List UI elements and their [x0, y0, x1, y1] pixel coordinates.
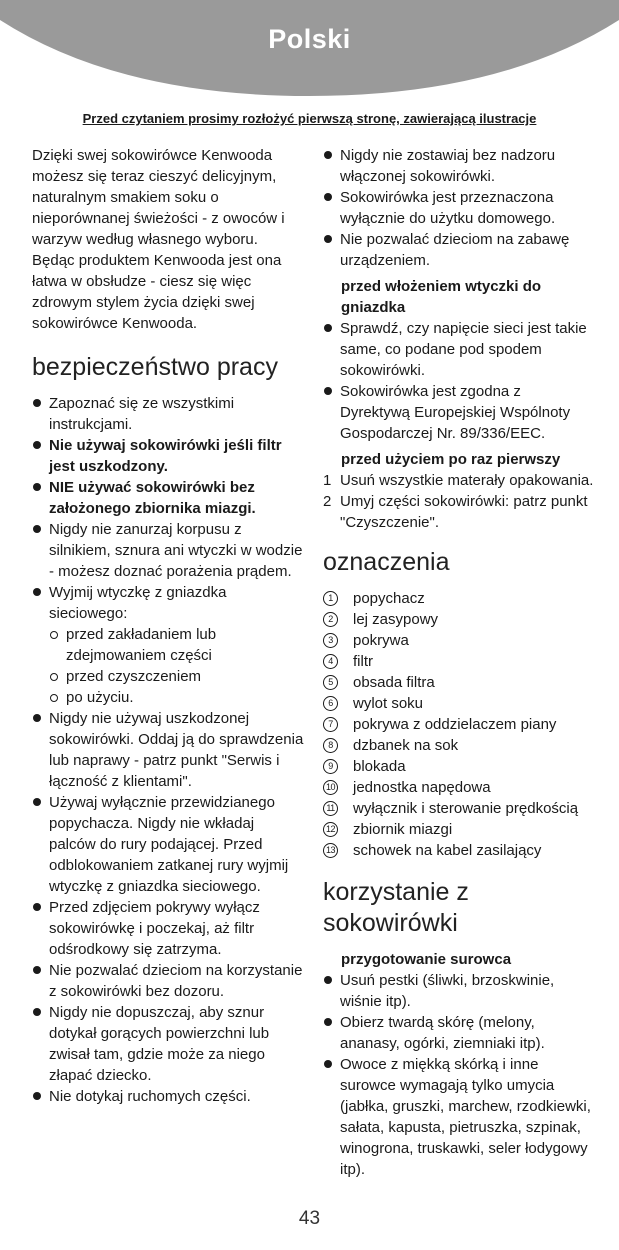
legend-number: 2 — [323, 612, 338, 627]
legend-label: pokrywa z oddzielaczem piany — [353, 716, 557, 733]
safety-list-continued — [323, 145, 595, 271]
legend-label: blokada — [353, 758, 406, 775]
before-plug-list — [323, 318, 595, 444]
step-number: 2 — [323, 493, 332, 510]
safety-item: Nie pozwalać dzieciom na zabawę urządzeniem. — [323, 229, 595, 271]
legend-list — [323, 588, 595, 861]
safety-item: Nigdy nie dopuszczaj, aby sznur dotykał gorących powierzchni lub zwisał tam, gdzie może za niego złapać dziecko. — [32, 1002, 304, 1086]
prep-heading: przygotowanie surowca — [341, 951, 512, 968]
legend-number: 3 — [323, 633, 338, 648]
illustration-notice: Przed czytaniem prosimy rozłożyć pierwszą stronę, zawierającą ilustracje — [82, 111, 537, 126]
legend-item — [323, 630, 595, 651]
first-use-step — [323, 470, 595, 491]
legend-label: obsada filtra — [353, 674, 435, 691]
unplug-subitem: przed zakładaniem lub zdejmowaniem części — [49, 624, 304, 666]
safety-item: Nie dotykaj ruchomych części. — [32, 1086, 304, 1107]
legend-item — [323, 840, 595, 861]
step-text: Umyj części sokowirówki: patrz punkt "Czyszczenie". — [340, 493, 588, 531]
first-use-step — [323, 491, 595, 533]
legend-label: dzbanek na sok — [353, 737, 459, 754]
header-band — [0, 0, 619, 110]
safety-item: Zapoznać się ze wszystkimi instrukcjami. — [32, 393, 304, 435]
legend-number: 9 — [323, 759, 338, 774]
legend-item — [323, 609, 595, 630]
first-use-steps — [323, 470, 595, 533]
right-column — [323, 145, 595, 1180]
legend-number: 10 — [323, 780, 338, 795]
safety-item-unplug-label: Wyjmij wtyczkę z gniazdka sieciowego: — [49, 584, 227, 622]
legend-item — [323, 588, 595, 609]
legend-label: wyłącznik i sterowanie prędkością — [353, 800, 579, 817]
page-number: 43 — [298, 1208, 321, 1229]
safety-item: Przed zdjęciem pokrywy wyłącz sokowirówkę i poczekaj, aż filtr odśrodkowy się zatrzyma. — [32, 897, 304, 960]
legend-item — [323, 672, 595, 693]
safety-item-unplug — [32, 582, 304, 708]
legend-item — [323, 693, 595, 714]
legend-item — [323, 798, 595, 819]
unplug-sublist — [49, 624, 304, 708]
legend-number: 4 — [323, 654, 338, 669]
page-title: Polski — [268, 24, 351, 54]
left-column — [32, 145, 304, 1107]
unplug-subitem: przed czyszczeniem — [49, 666, 304, 687]
safety-item: NIE używać sokowirówki bez założonego zbiornika miazgi. — [32, 477, 304, 519]
safety-item: Sokowirówka jest przeznaczona wyłącznie do użytku domowego. — [323, 187, 595, 229]
legend-number: 5 — [323, 675, 338, 690]
step-text: Usuń wszystkie materały opakowania. — [340, 472, 594, 489]
legend-item — [323, 777, 595, 798]
legend-label: wylot soku — [353, 695, 424, 712]
legend-item — [323, 819, 595, 840]
first-use-heading: przed użyciem po raz pierwszy — [341, 451, 561, 468]
safety-item: Nigdy nie zostawiaj bez nadzoru włączonej sokowirówki. — [323, 145, 595, 187]
legend-label: filtr — [353, 653, 373, 670]
legend-label: zbiornik miazgi — [353, 821, 453, 838]
safety-heading: bezpieczeństwo pracy — [32, 353, 278, 381]
legend-number: 6 — [323, 696, 338, 711]
legend-number: 11 — [323, 801, 338, 816]
safety-item: Używaj wyłącznie przewidzianego popychacza. Nigdy nie wkładaj palców do rury podającej. Przed odblokowaniem zatkanej rury wyjmij wtyczkę z gniazdka sieciowego. — [32, 792, 304, 897]
usage-heading: korzystanie z sokowirówki — [323, 878, 469, 937]
legend-item — [323, 756, 595, 777]
legend-item — [323, 714, 595, 735]
prep-item: Obierz twardą skórę (melony, ananasy, ogórki, ziemniaki itp). — [323, 1012, 595, 1054]
legend-number: 1 — [323, 591, 338, 606]
safety-list — [32, 393, 304, 1107]
safety-item: Nigdy nie używaj uszkodzonej sokowirówki. Oddaj ją do sprawdzenia lub naprawy - patrz punkt "Serwis i łączność z klientami". — [32, 708, 304, 792]
before-plug-item: Sprawdź, czy napięcie sieci jest takie same, co podane pod spodem sokowirówki. — [323, 318, 595, 381]
step-number: 1 — [323, 472, 332, 489]
legend-number: 7 — [323, 717, 338, 732]
legend-label: pokrywa — [353, 632, 409, 649]
legend-number: 12 — [323, 822, 338, 837]
prep-item: Usuń pestki (śliwki, brzoskwinie, wiśnie itp). — [323, 970, 595, 1012]
legend-heading: oznaczenia — [323, 548, 450, 576]
legend-label: lej zasypowy — [353, 611, 439, 628]
safety-item: Nigdy nie zanurzaj korpusu z silnikiem, sznura ani wtyczki w wodzie - możesz doznać porażenia prądem. — [32, 519, 304, 582]
legend-number: 13 — [323, 843, 338, 858]
unplug-subitem: po użyciu. — [49, 687, 304, 708]
legend-label: schowek na kabel zasilający — [353, 842, 542, 859]
before-plug-heading: przed włożeniem wtyczki do gniazdka — [341, 278, 542, 316]
safety-item: Nie używaj sokowirówki jeśli filtr jest uszkodzony. — [32, 435, 304, 477]
intro-paragraph: Dzięki swej sokowirówce Kenwooda możesz się teraz cieszyć delicyjnym, naturalnym smakiem soku o nieporównanej świeżości - z owoców i warzyw według własnego wyboru. Będąc produktem Kenwooda jest ona łatwa w obsłudze - ciesz się więc zdrowym stylem życia dzięki swej sokowirówce Kenwooda. — [32, 147, 285, 332]
safety-item: Nie pozwalać dzieciom na korzystanie z sokowirówki bez dozoru. — [32, 960, 304, 1002]
legend-label: popychacz — [353, 590, 425, 607]
legend-item — [323, 651, 595, 672]
prep-item: Owoce z miękką skórką i inne surowce wymagają tylko umycia (jabłka, gruszki, marchew, rzodkiewki, sałata, kapusta, pietruszka, szpinak, winogrona, truskawki, seler łodygowy itp). — [323, 1054, 595, 1180]
prep-list — [323, 970, 595, 1180]
legend-label: jednostka napędowa — [353, 779, 491, 796]
legend-item — [323, 735, 595, 756]
legend-number: 8 — [323, 738, 338, 753]
before-plug-item: Sokowirówka jest zgodna z Dyrektywą Europejskiej Wspólnoty Gospodarczej Nr. 89/336/EEC. — [323, 381, 595, 444]
